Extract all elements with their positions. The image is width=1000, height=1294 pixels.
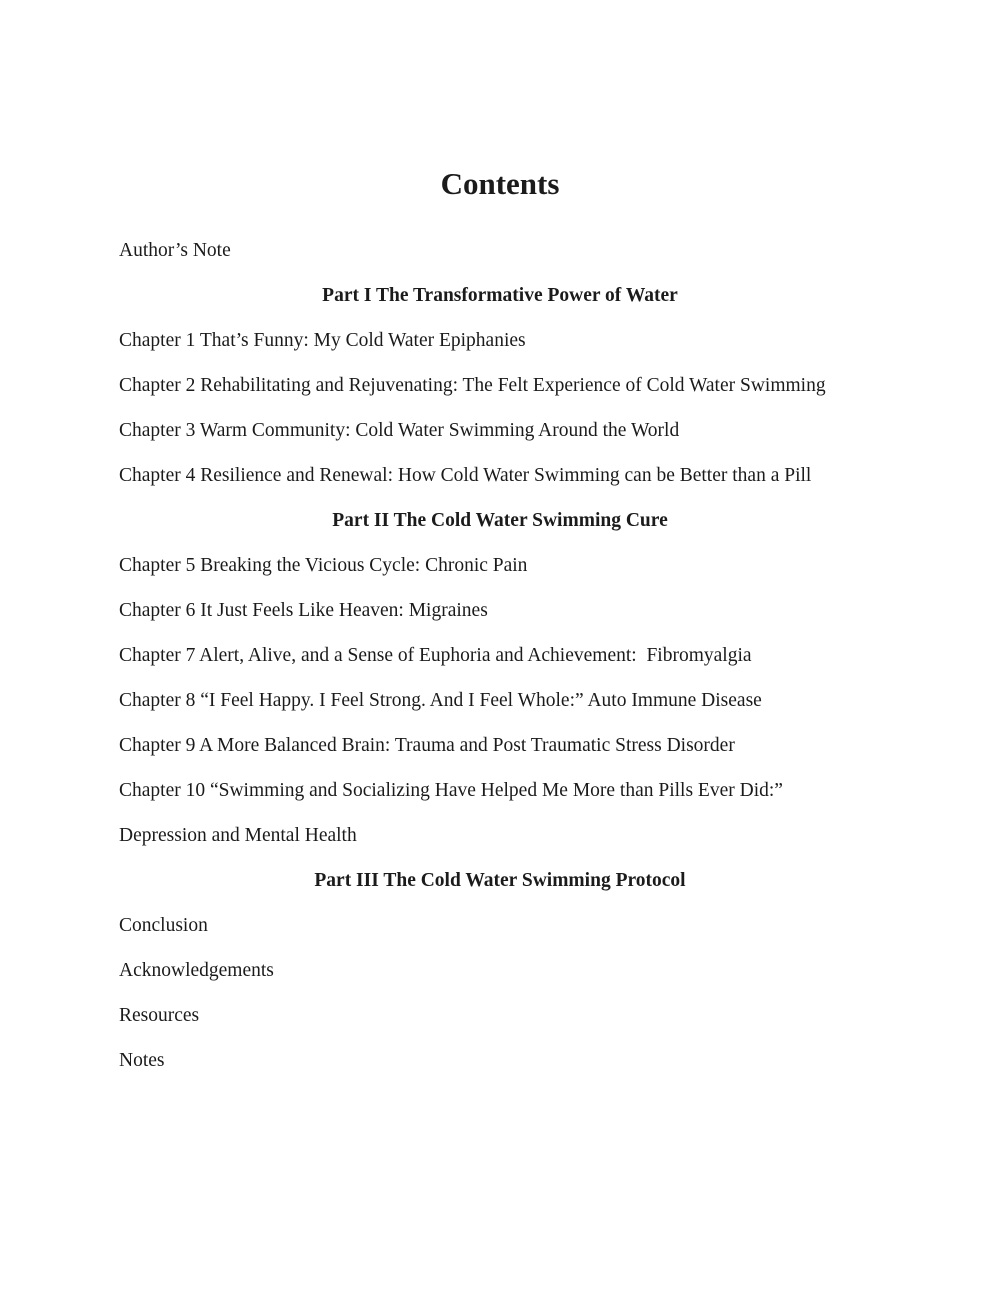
toc-entry-chapter-7: Chapter 7 Alert, Alive, and a Sense of Euphoria and Achievement: Fibromyalgia [119, 645, 752, 666]
toc-part-heading-2: Part II The Cold Water Swimming Cure [332, 510, 668, 531]
toc-entry-notes: Notes [119, 1050, 165, 1071]
page-title: Contents [440, 166, 560, 201]
toc-entry-chapter-2: Chapter 2 Rehabilitating and Rejuvenating: The Felt Experience of Cold Water Swimming [119, 375, 826, 396]
toc-entry-chapter-1: Chapter 1 That’s Funny: My Cold Water Epiphanies [119, 330, 526, 351]
toc-entry-chapter-10-continued: Depression and Mental Health [119, 825, 357, 846]
toc-entry-chapter-5: Chapter 5 Breaking the Vicious Cycle: Chronic Pain [119, 555, 528, 576]
toc-part-heading-1: Part I The Transformative Power of Water [322, 285, 678, 306]
table-of-contents [0, 228, 1000, 1083]
toc-entry-chapter-4: Chapter 4 Resilience and Renewal: How Cold Water Swimming can be Better than a Pill [119, 465, 812, 486]
toc-part-heading-3: Part III The Cold Water Swimming Protocol [314, 870, 686, 891]
toc-entry-chapter-3: Chapter 3 Warm Community: Cold Water Swimming Around the World [119, 420, 680, 441]
toc-entry-chapter-8: Chapter 8 “I Feel Happy. I Feel Strong. And I Feel Whole:” Auto Immune Disease [119, 690, 762, 711]
toc-entry-chapter-9: Chapter 9 A More Balanced Brain: Trauma and Post Traumatic Stress Disorder [119, 735, 735, 756]
toc-entry-resources: Resources [119, 1005, 200, 1026]
toc-entry-conclusion: Conclusion [119, 915, 208, 936]
toc-entry-chapter-6: Chapter 6 It Just Feels Like Heaven: Migraines [119, 600, 488, 621]
toc-entry-authors-note: Author’s Note [119, 240, 231, 261]
toc-entry-chapter-10: Chapter 10 “Swimming and Socializing Have Helped Me More than Pills Ever Did:” [119, 780, 783, 801]
toc-entry-acknowledgements: Acknowledgements [119, 960, 274, 981]
